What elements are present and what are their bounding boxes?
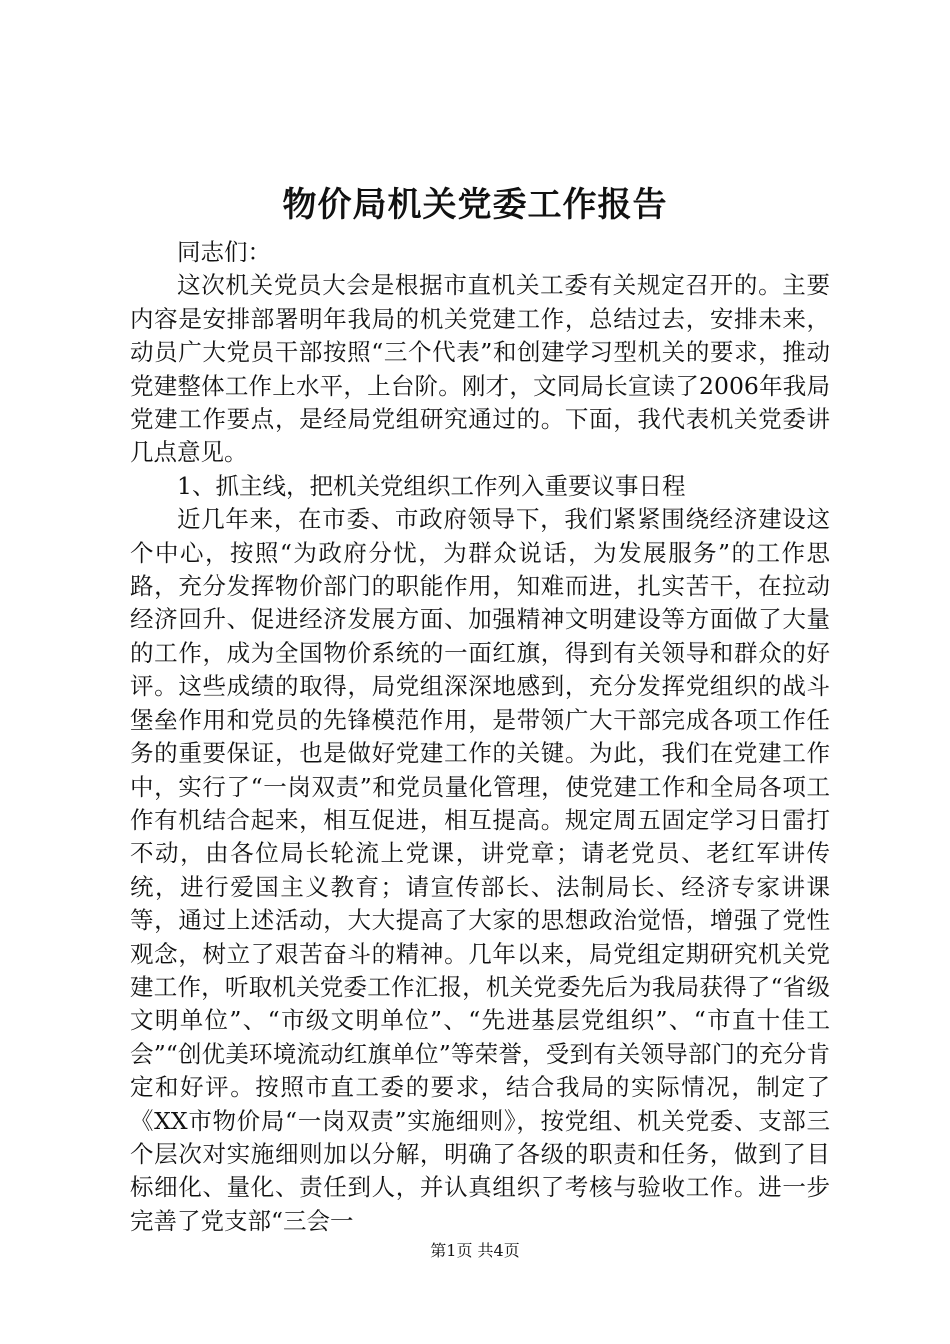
document-title: 物价局机关党委工作报告 [282, 185, 668, 225]
paragraph-section-1: 近几年来，在市委、市政府领导下，我们紧紧围绕经济建设这个中心，按照“为政府分忧，为群众说话，为发展服务”的工作思路，充分发挥物价部门的职能作用，知难而进，扎实苦干，在拉动经济回升、促进经济发展方面、加强精神文明建设等方面做了大量的工作，成为全国物价系统的一面红旗，得到有关领导和群众的好评。这些成绩的取得，局党组深深地感到，充分发挥党组织的战斗堡垒作用和党员的先锋模范作用，是带领广大干部完成各项工作任务的重要保证，也是做好党建工作的关键。为此，我们在党建工作中，实行了“一岗双责”和党员量化管理，使党建工作和全局各项工作有机结合起来，相互促进，相互提高。规定周五固定学习日雷打不动，由各位局长轮流上党课，讲党章；请老党员、老红军讲传统，进行爱国主义教育；请宣传部长、法制局长、经济专家讲课等，通过上述活动，大大提高了大家的思想政治觉悟，增强了党性观念，树立了艰苦奋斗的精神。几年以来，局党组定期研究机关党建工作，听取机关党委工作汇报，机关党委先后为我局获得了“省级文明单位”、“市级文明单位”、“先进基层党组织”、“市直十佳工会”“创优美环境流动红旗单位”等荣誉，受到有关领导部门的充分肯定和好评。按照市直工委的要求，结合我局的实际情况，制定了《XX市物价局“一岗双责”实施细则》，按党组、机关党委、支部三个层次对实施细则加以分解，明确了各级的职责和任务，做到了目标细化、量化、责任到人，并认真组织了考核与验收工作。进一步完善了党支部“三会一 [130, 505, 830, 1235]
document-body [130, 236, 830, 1238]
page-number-footer: 第1页 共4页 [430, 1241, 520, 1260]
paragraph-intro: 这次机关党员大会是根据市直机关工委有关规定召开的。主要内容是安排部署明年我局的机关党建工作，总结过去，安排未来，动员广大党员干部按照“三个代表”和创建学习型机关的要求，推动党建整体工作上水平，上台阶。刚才，文同局长宣读了2006年我局党建工作要点，是经局党组研究通过的。下面，我代表机关党委讲几点意见。 [130, 271, 830, 467]
salutation: 同志们： [177, 238, 271, 266]
section-heading-1: 1、抓主线，把机关党组织工作列入重要议事日程 [177, 471, 686, 500]
